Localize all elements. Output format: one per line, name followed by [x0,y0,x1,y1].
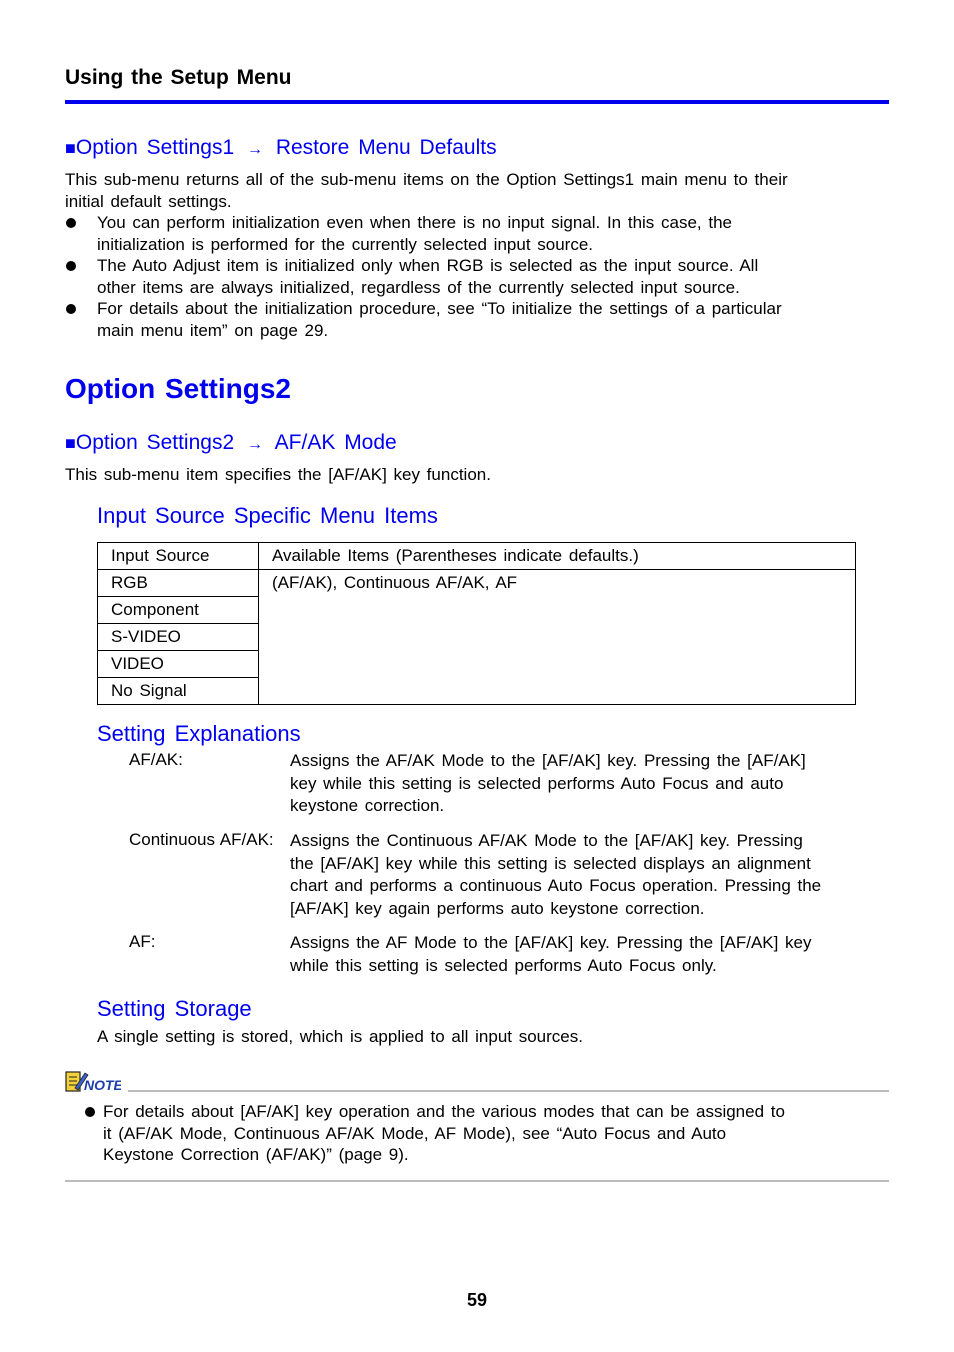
definition-line: Assigns the AF Mode to the [AF/AK] key. Pressing the [AF/AK] key [290,933,812,952]
list-item-line: other items are always initialized, regardless of the currently selected input source. [97,277,740,297]
note-line: it (AF/AK Mode, Continuous AF/AK Mode, AF Mode), see “Auto Focus and Auto [103,1123,727,1143]
input-source-heading: Input Source Specific Menu Items [97,503,438,528]
section1-heading [65,136,497,160]
table-cell-source: Component [98,597,259,624]
note-icon [65,1070,121,1094]
definition-description [290,750,862,818]
table-cell-source: No Signal [98,678,259,705]
arrow-right-icon: → [246,436,263,453]
section2-heading [65,431,397,455]
list-item-line: The Auto Adjust item is initialized only when RGB is selected as the input source. All [97,256,759,275]
note-bottom-rule [65,1180,889,1182]
definition-description [290,830,862,921]
table-cell-source: RGB [98,570,259,597]
table-header-row [98,543,856,570]
note-body [85,1101,875,1166]
storage-text: A single setting is stored, which is applied to all input sources. [97,1027,583,1046]
definition-line: chart and performs a continuous Auto Focus operation. Pressing the [290,876,822,896]
definition-line: Assigns the Continuous AF/AK Mode to the [AF/AK] key. Pressing [290,831,803,850]
square-bullet-icon: ■ [65,138,76,158]
definition-line: Assigns the AF/AK Mode to the [AF/AK] key. Pressing the [AF/AK] [290,751,806,770]
note-top-rule [128,1090,889,1092]
page-header-title: Using the Setup Menu [65,66,292,89]
bullet-dot-icon [66,261,76,271]
definition-description [290,932,862,977]
section2-intro: This sub-menu item specifies the [AF/AK] key function. [65,465,491,484]
table-cell-source: S-VIDEO [98,624,259,651]
bullet-dot-icon [85,1107,95,1117]
header-rule [65,100,889,104]
table-header-cell: Available Items (Parentheses indicate defaults.) [259,543,856,570]
bullet-dot-icon [66,304,76,314]
list-item-line: main menu item” on page 29. [97,320,329,340]
list-item [65,212,865,255]
definition-term: AF/AK: [129,750,183,769]
note-icon-label: NOTE [84,1077,121,1093]
section1-intro [65,169,865,212]
list-item-line: For details about the initialization procedure, see “To initialize the settings of a particular [97,299,782,318]
note-text [85,1101,875,1166]
bullet-dot-icon [66,218,76,228]
list-item [65,298,865,341]
table-header-cell: Input Source [98,543,259,570]
definition-line: [AF/AK] key again performs auto keystone correction. [290,899,705,919]
table-cell-available: (AF/AK), Continuous AF/AK, AF [259,570,856,705]
definition-line: the [AF/AK] key while this setting is selected displays an alignment [290,853,811,873]
input-source-table [97,542,856,705]
storage-heading: Setting Storage [97,996,252,1021]
table-row [98,570,856,597]
definition-line: keystone correction. [290,796,445,816]
section1-intro-line: This sub-menu returns all of the sub-menu items on the Option Settings1 main menu to their [65,170,788,189]
explanations-heading: Setting Explanations [97,721,301,746]
main-heading: Option Settings2 [65,373,291,404]
square-bullet-icon: ■ [65,433,76,453]
note-line: Keystone Correction (AF/AK)” (page 9). [103,1145,409,1164]
section2-heading-left: Option Settings2 [75,431,235,454]
section1-intro-line: initial default settings. [65,191,232,211]
list-item [65,255,865,298]
section1-heading-right: Restore Menu Defaults [275,136,497,159]
list-item-line: You can perform initialization even when there is no input signal. In this case, the [97,213,733,232]
section1-heading-left: Option Settings1 [75,136,235,159]
definition-line: while this setting is selected performs Auto Focus only. [290,955,717,975]
list-item-line: initialization is performed for the currently selected input source. [97,234,594,254]
definition-term: AF: [129,932,156,951]
arrow-right-icon: → [246,141,263,158]
table-cell-source: VIDEO [98,651,259,678]
note-line: For details about [AF/AK] key operation and the various modes that can be assigned to [103,1102,785,1121]
page-number: 59 [466,1290,488,1310]
section1-bullet-list [65,212,865,341]
definition-term: Continuous AF/AK: [129,830,274,849]
section2-heading-right: AF/AK Mode [274,431,397,454]
definition-line: key while this setting is selected performs Auto Focus and auto [290,773,784,793]
